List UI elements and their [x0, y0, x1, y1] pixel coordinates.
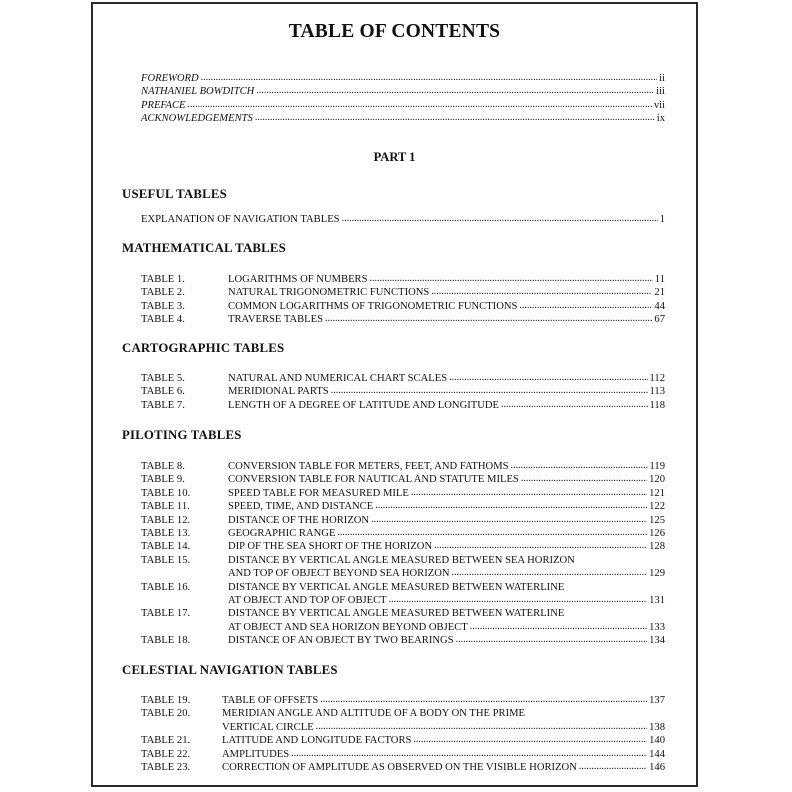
- entry-title: AND TOP OF OBJECT BEYOND SEA HORIZON: [228, 568, 450, 580]
- entry-body: [228, 372, 665, 385]
- entry-title: SPEED TABLE FOR MEASURED MILE: [228, 487, 409, 499]
- toc-entry[interactable]: [141, 273, 665, 286]
- entry-line: [228, 487, 665, 500]
- toc-entry[interactable]: [141, 460, 665, 473]
- entry-title: DISTANCE BY VERTICAL ANGLE MEASURED BETWEEN WATERLINE: [228, 608, 565, 620]
- entry-title: CONVERSION TABLE FOR METERS, FEET, AND FATHOMS: [228, 461, 509, 472]
- toc-entry[interactable]: [141, 313, 665, 326]
- dot-leader: [431, 285, 652, 296]
- entry-title: COMMON LOGARITHMS OF TRIGONOMETRIC FUNCTIONS: [228, 300, 518, 312]
- toc-entry[interactable]: [141, 581, 665, 608]
- table-number: TABLE 20.: [141, 708, 191, 720]
- entry-body: [228, 607, 665, 634]
- entry-page: vii: [653, 99, 665, 111]
- dot-leader: [434, 539, 647, 550]
- dot-leader: [501, 398, 648, 409]
- dot-leader: [342, 212, 658, 223]
- toc-entry[interactable]: [141, 300, 665, 313]
- document-page: [91, 2, 698, 787]
- entry-title: SPEED, TIME, AND DISTANCE: [228, 501, 374, 513]
- toc-entry[interactable]: [141, 385, 665, 398]
- entry-page: 120: [649, 474, 665, 486]
- entry-body: [228, 313, 665, 326]
- section-heading-mathematical: MATHEMATICAL TABLES: [122, 241, 286, 255]
- table-number: TABLE 4.: [141, 314, 185, 326]
- entry-line-wrapped: [222, 707, 665, 720]
- dot-leader: [255, 111, 655, 122]
- entry-line: [228, 634, 665, 647]
- toc-entry[interactable]: [141, 487, 665, 500]
- entry-title: DISTANCE OF AN OBJECT BY TWO BEARINGS: [228, 635, 454, 647]
- entry-title: DIP OF THE SEA SHORT OF THE HORIZON: [228, 541, 433, 553]
- entry-page: 67: [654, 314, 665, 326]
- entry-page: 1: [659, 214, 665, 225]
- toc-entry[interactable]: [141, 707, 665, 734]
- dot-leader: [470, 620, 647, 631]
- dot-leader: [511, 459, 648, 470]
- entry-title: CONVERSION TABLE FOR NAUTICAL AND STATUTE MILES: [228, 474, 519, 486]
- entry-line: [228, 385, 665, 398]
- entry-title: NATURAL AND NUMERICAL CHART SCALES: [228, 373, 448, 384]
- dot-leader: [188, 98, 652, 109]
- part-heading: PART 1: [373, 150, 416, 164]
- entry-label: EXPLANATION OF NAVIGATION TABLES: [141, 214, 340, 225]
- toc-entry[interactable]: [141, 694, 665, 707]
- entry-page: 125: [649, 514, 665, 526]
- dot-leader: [331, 384, 648, 395]
- entry-title: NATURAL TRIGONOMETRIC FUNCTIONS: [228, 287, 430, 299]
- dot-leader: [389, 593, 647, 604]
- dot-leader: [370, 272, 653, 283]
- section-heading-useful: USEFUL TABLES: [122, 187, 227, 201]
- entry-body: [228, 460, 665, 473]
- table-number: TABLE 10.: [141, 487, 191, 499]
- toc-entry[interactable]: [141, 540, 665, 553]
- piloting-tables-list: [141, 460, 665, 648]
- toc-entry-explanation[interactable]: [141, 213, 665, 226]
- table-number: TABLE 8.: [141, 461, 185, 472]
- entry-label: FOREWORD: [141, 73, 199, 84]
- entry-page: 44: [654, 300, 665, 312]
- toc-entry[interactable]: [141, 473, 665, 486]
- entry-body: [228, 487, 665, 500]
- entry-body: [228, 540, 665, 553]
- table-number: TABLE 9.: [141, 474, 185, 486]
- entry-page: 146: [649, 762, 665, 774]
- table-number: TABLE 12.: [141, 514, 191, 526]
- dot-leader: [449, 371, 647, 382]
- toc-entry[interactable]: [141, 286, 665, 299]
- table-number: TABLE 13.: [141, 528, 191, 540]
- page-title: TABLE OF CONTENTS: [288, 21, 501, 42]
- entry-body: [228, 273, 665, 286]
- entry-page: 129: [649, 568, 665, 580]
- entry-line: [228, 473, 665, 486]
- table-number: TABLE 14.: [141, 541, 191, 553]
- toc-entry[interactable]: [141, 634, 665, 647]
- table-number: TABLE 11.: [141, 501, 190, 513]
- celestial-tables-list: [141, 694, 665, 774]
- dot-leader: [519, 299, 652, 310]
- entry-title: AT OBJECT AND SEA HORIZON BEYOND OBJECT: [228, 621, 468, 633]
- table-number: TABLE 23.: [141, 762, 191, 774]
- toc-entry-preface[interactable]: [141, 99, 665, 112]
- entry-page: 119: [649, 461, 665, 472]
- entry-title: VERTICAL CIRCLE: [222, 721, 314, 733]
- entry-title: LOGARITHMS OF NUMBERS: [228, 274, 368, 285]
- cartographic-tables-list: [141, 372, 665, 412]
- entry-title: MERIDIONAL PARTS: [228, 386, 329, 398]
- table-number: TABLE 15.: [141, 554, 191, 566]
- entry-line: [228, 621, 665, 634]
- section-heading-cartographic: CARTOGRAPHIC TABLES: [122, 341, 285, 355]
- entry-page: 134: [649, 635, 665, 647]
- table-number: TABLE 6.: [141, 386, 185, 398]
- entry-page: 21: [654, 287, 665, 299]
- table-number: TABLE 5.: [141, 373, 185, 384]
- entry-title: LATITUDE AND LONGITUDE FACTORS: [222, 735, 412, 747]
- entry-title: DISTANCE BY VERTICAL ANGLE MEASURED BETWEEN SEA HORIZON: [228, 554, 575, 566]
- entry-line: [222, 734, 665, 747]
- dot-leader: [201, 71, 657, 82]
- entry-title: TRAVERSE TABLES: [228, 314, 324, 326]
- section-heading-piloting: PILOTING TABLES: [122, 428, 242, 442]
- entry-line: [228, 460, 665, 473]
- dot-leader: [291, 747, 647, 758]
- entry-page: 128: [649, 541, 665, 553]
- entry-label: PREFACE: [141, 99, 186, 111]
- toc-entry-acknowledgements[interactable]: [141, 112, 665, 125]
- entry-body: [228, 527, 665, 540]
- entry-page: ix: [656, 113, 665, 125]
- entry-page: 121: [649, 487, 665, 499]
- dot-leader: [256, 84, 654, 95]
- entry-body: [228, 634, 665, 647]
- entry-title: GEOGRAPHIC RANGE: [228, 528, 336, 540]
- entry-body: [222, 694, 665, 707]
- entry-title: DISTANCE OF THE HORIZON: [228, 514, 370, 526]
- entry-page: 133: [649, 621, 665, 633]
- entry-line: [222, 694, 665, 707]
- entry-line: [228, 399, 665, 412]
- entry-page: 112: [649, 373, 665, 384]
- toc-entry[interactable]: [141, 761, 665, 774]
- entry-title: LENGTH OF A DEGREE OF LATITUDE AND LONGITUDE: [228, 399, 499, 411]
- toc-entry[interactable]: [141, 514, 665, 527]
- table-number: TABLE 19.: [141, 695, 191, 706]
- entry-body: [228, 286, 665, 299]
- toc-entry-foreword[interactable]: [141, 72, 665, 85]
- dot-leader: [411, 486, 647, 497]
- entry-page: ii: [659, 73, 665, 84]
- entry-page: 138: [649, 721, 665, 733]
- table-number: TABLE 3.: [141, 300, 185, 312]
- dot-leader: [413, 733, 647, 744]
- entry-title: TABLE OF OFFSETS: [222, 695, 319, 706]
- entry-title: AT OBJECT AND TOP OF OBJECT: [228, 595, 387, 607]
- entry-line-wrapped: [228, 607, 665, 620]
- table-number: TABLE 2.: [141, 287, 185, 299]
- entry-label: ACKNOWLEDGEMENTS: [141, 113, 253, 125]
- entry-line: [228, 313, 665, 326]
- entry-line: [222, 748, 665, 761]
- table-number: TABLE 7.: [141, 399, 185, 411]
- entry-title: AMPLITUDES: [222, 748, 290, 760]
- entry-page: 118: [649, 399, 665, 411]
- dot-leader: [325, 312, 652, 323]
- entry-body: [228, 554, 665, 581]
- table-number: TABLE 21.: [141, 735, 191, 747]
- entry-line: [222, 761, 665, 774]
- dot-leader: [521, 472, 647, 483]
- table-number: TABLE 22.: [141, 748, 191, 760]
- entry-page: 140: [649, 735, 665, 747]
- entry-page: 113: [649, 386, 665, 398]
- entry-title: DISTANCE BY VERTICAL ANGLE MEASURED BETWEEN WATERLINE: [228, 581, 565, 593]
- section-heading-celestial: CELESTIAL NAVIGATION TABLES: [122, 663, 338, 677]
- entry-page: 131: [649, 595, 665, 607]
- toc-entry[interactable]: [141, 372, 665, 385]
- front-matter-list: [141, 72, 665, 126]
- entry-page: 122: [649, 501, 665, 513]
- dot-leader: [452, 566, 648, 577]
- dot-leader: [320, 693, 647, 704]
- dot-leader: [375, 499, 647, 510]
- entry-line: [228, 500, 665, 513]
- entry-title: CORRECTION OF AMPLITUDE AS OBSERVED ON THE VISIBLE HORIZON: [222, 762, 577, 774]
- entry-label: NATHANIEL BOWDITCH: [141, 86, 255, 98]
- dot-leader: [579, 760, 647, 771]
- entry-line-wrapped: [228, 581, 665, 594]
- entry-page: 137: [649, 695, 665, 706]
- entry-line: [228, 540, 665, 553]
- toc-entry[interactable]: [141, 734, 665, 747]
- dot-leader: [371, 513, 647, 524]
- dot-leader: [337, 526, 647, 537]
- entry-line: [228, 594, 665, 607]
- entry-body: [228, 399, 665, 412]
- entry-body: [228, 473, 665, 486]
- entry-line: [228, 273, 665, 286]
- toc-entry[interactable]: [141, 399, 665, 412]
- entry-line: [222, 721, 665, 734]
- entry-body: [222, 734, 665, 747]
- table-number: TABLE 18.: [141, 635, 191, 647]
- entry-line-wrapped: [228, 554, 665, 567]
- entry-line: [228, 286, 665, 299]
- mathematical-tables-list: [141, 273, 665, 327]
- entry-line: [228, 527, 665, 540]
- toc-entry[interactable]: [141, 748, 665, 761]
- entry-body: [222, 707, 665, 734]
- entry-body: [222, 748, 665, 761]
- table-number: TABLE 1.: [141, 274, 185, 285]
- dot-leader: [316, 720, 647, 731]
- entry-body: [228, 581, 665, 608]
- toc-entry[interactable]: [141, 554, 665, 581]
- entry-body: [228, 500, 665, 513]
- entry-body: [222, 761, 665, 774]
- entry-title: MERIDIAN ANGLE AND ALTITUDE OF A BODY ON THE PRIME: [222, 708, 526, 720]
- toc-entry[interactable]: [141, 527, 665, 540]
- entry-body: [228, 385, 665, 398]
- dot-leader: [456, 633, 648, 644]
- toc-entry[interactable]: [141, 500, 665, 513]
- entry-line: [228, 300, 665, 313]
- entry-body: [228, 300, 665, 313]
- entry-line: [228, 514, 665, 527]
- entry-page: 11: [654, 274, 665, 285]
- table-number: TABLE 16.: [141, 581, 191, 593]
- entry-line: [228, 567, 665, 580]
- entry-line: [228, 372, 665, 385]
- useful-tables-list: [141, 213, 665, 226]
- entry-page: 144: [649, 748, 665, 760]
- entry-page: 126: [649, 528, 665, 540]
- toc-entry-nathaniel-bowditch[interactable]: [141, 85, 665, 98]
- toc-entry[interactable]: [141, 607, 665, 634]
- entry-body: [228, 514, 665, 527]
- table-number: TABLE 17.: [141, 608, 191, 620]
- entry-page: iii: [656, 86, 665, 98]
